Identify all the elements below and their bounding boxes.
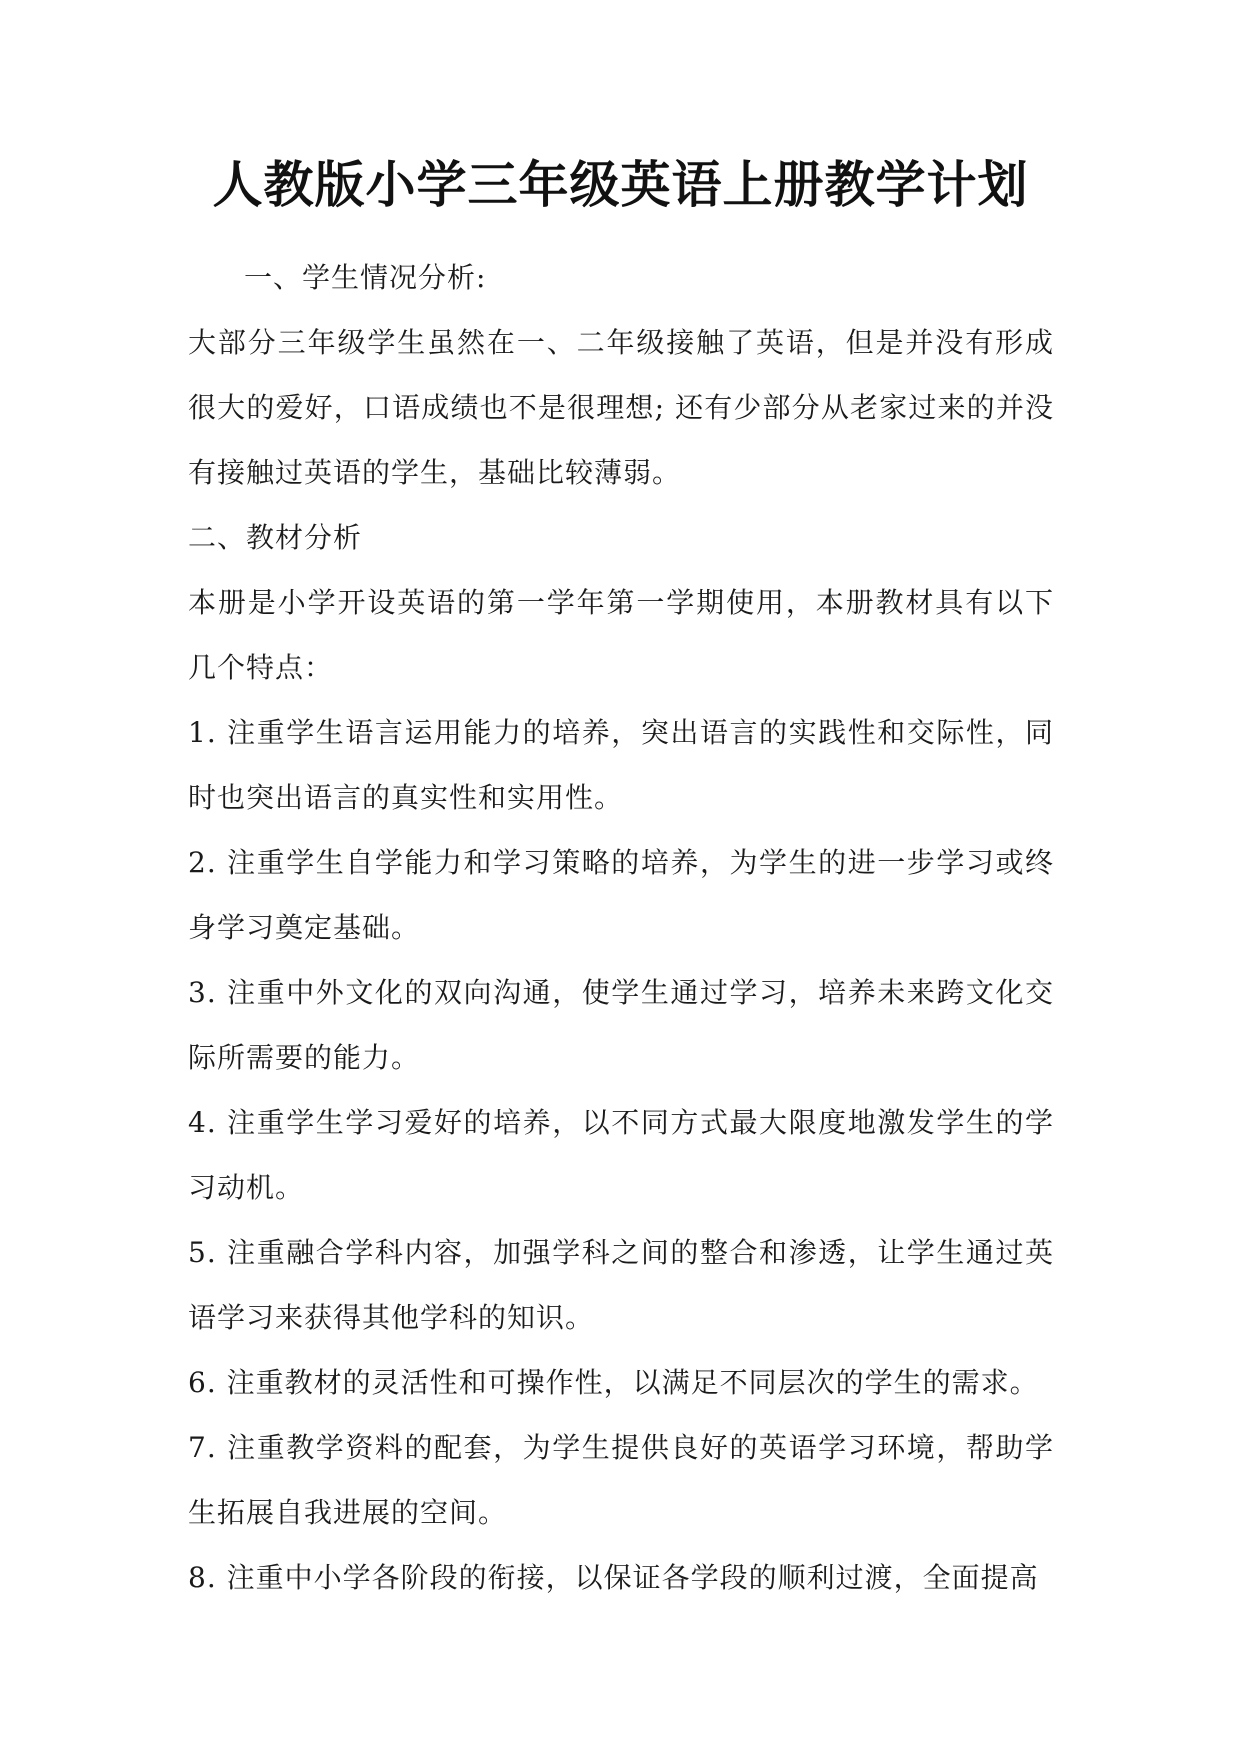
list-item-6: 6. 注重教材的灵活性和可操作性，以满足不同层次的学生的需求。 (188, 1366, 1039, 1399)
document-body (188, 245, 1054, 1610)
section-1-heading: 一、学生情况分析: (244, 261, 487, 294)
page-title: 人教版小学三年级英语上册教学计划 (212, 155, 1029, 214)
list-item-3: 3. 注重中外文化的双向沟通，使学生通过学习，培养未来跨文化交际所需要的能力。 (188, 976, 1054, 1074)
list-item-4: 4. 注重学生学习爱好的培养，以不同方式最大限度地激发学生的学习动机。 (188, 1106, 1054, 1204)
section-1-paragraph: 大部分三年级学生虽然在一、二年级接触了英语，但是并没有形成很大的爱好，口语成绩也不是很理想; 还有少部分从老家过来的并没有接触过英语的学生，基础比较薄弱。 (188, 326, 1054, 489)
list-item-2: 2. 注重学生自学能力和学习策略的培养，为学生的进一步学习或终身学习奠定基础。 (188, 846, 1054, 944)
list-item-7: 7. 注重教学资料的配套，为学生提供良好的英语学习环境，帮助学生拓展自我进展的空间。 (188, 1431, 1054, 1529)
section-2-intro: 本册是小学开设英语的第一学年第一学期使用，本册教材具有以下几个特点： (188, 586, 1054, 684)
list-item-1: 1. 注重学生语言运用能力的培养，突出语言的实践性和交际性，同时也突出语言的真实性和实用性。 (188, 716, 1054, 814)
section-2-heading: 二、教材分析 (188, 521, 363, 554)
list-item-8: 8. 注重中小学各阶段的衔接，以保证各学段的顺利过渡，全面提高 (188, 1561, 1039, 1594)
list-item-5: 5. 注重融合学科内容，加强学科之间的整合和渗透，让学生通过英语学习来获得其他学科的知识。 (188, 1236, 1054, 1334)
